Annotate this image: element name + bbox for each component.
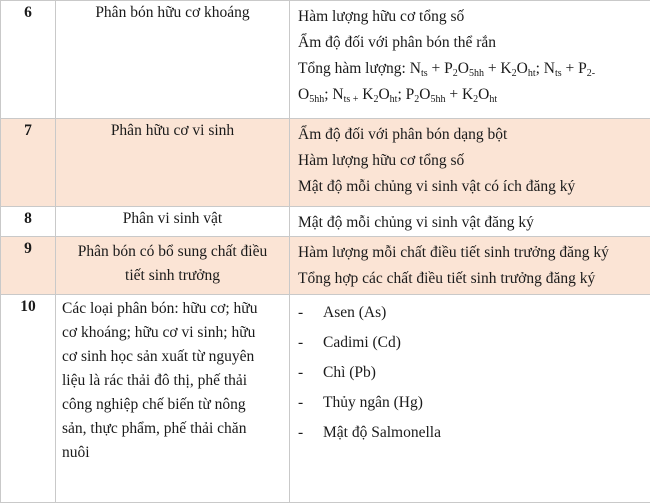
table-row — [1, 1, 650, 119]
list-item: - Asen (As) — [298, 304, 387, 321]
table-row — [1, 237, 650, 295]
fertilizer-name: Phân hữu cơ vi sinh — [56, 119, 290, 207]
fertilizer-name: Phân bón hữu cơ khoáng — [56, 1, 290, 119]
row-number: 8 — [1, 207, 56, 237]
table-row — [1, 295, 650, 503]
criterion: Hàm lượng mỗi chất điều tiết sinh trưởng đăng ký — [298, 244, 609, 261]
list-item: - Chì (Pb) — [298, 364, 376, 381]
row-number: 10 — [1, 295, 56, 503]
fertilizer-name: Phân bón có bổ sung chất điều tiết sinh trưởng — [56, 237, 290, 295]
criterion: Ẩm độ đối với phân bón dạng bột — [298, 126, 508, 143]
list-item: - Mật độ Salmonella — [298, 424, 441, 441]
row-number: 6 — [1, 1, 56, 119]
criteria-cell — [290, 207, 650, 237]
criteria-cell — [290, 295, 650, 503]
table-row — [1, 119, 650, 207]
list-item: - Cadimi (Cd) — [298, 334, 401, 351]
criterion: Hàm lượng hữu cơ tổng số — [298, 152, 465, 169]
criterion: Mật độ mỗi chủng vi sinh vật đăng ký — [298, 214, 534, 231]
criteria-cell — [290, 119, 650, 207]
criterion-formula: Tổng hàm lượng: $N_{ts} + P_2O_{5hh} + K_2O_{ht}$; $N_{ts} + P_{2-}$ — [298, 60, 596, 79]
criteria-cell — [290, 237, 650, 295]
criterion: Hàm lượng hữu cơ tổng số — [298, 8, 465, 25]
criterion-formula-cont: $O_{5hh}$; $N_{ts +}$ $K_2O_{ht}$; $P_2O_{5hh} + K_2O_{ht}$ — [298, 86, 498, 105]
row-number: 7 — [1, 119, 56, 207]
criteria-cell — [290, 1, 650, 119]
row-number: 9 — [1, 237, 56, 295]
criterion: Ẩm độ đối với phân bón thể rắn — [298, 34, 497, 51]
list-item: - Thủy ngân (Hg) — [298, 394, 423, 411]
fertilizer-name: Phân vi sinh vật — [56, 207, 290, 237]
criterion: Tổng hợp các chất điều tiết sinh trưởng đăng ký — [298, 270, 596, 287]
table-row — [1, 207, 650, 237]
fertilizer-name: Các loại phân bón: hữu cơ; hữu cơ khoáng; hữu cơ vi sinh; hữu cơ sinh học sản xuất từ nguyên liệu là rác thải đô thị, phế thải công nghiệp chế biến từ nông sản, thực phẩm, phế thải chăn nuôi — [56, 295, 290, 503]
criterion: Mật độ mỗi chủng vi sinh vật có ích đăng ký — [298, 178, 576, 195]
